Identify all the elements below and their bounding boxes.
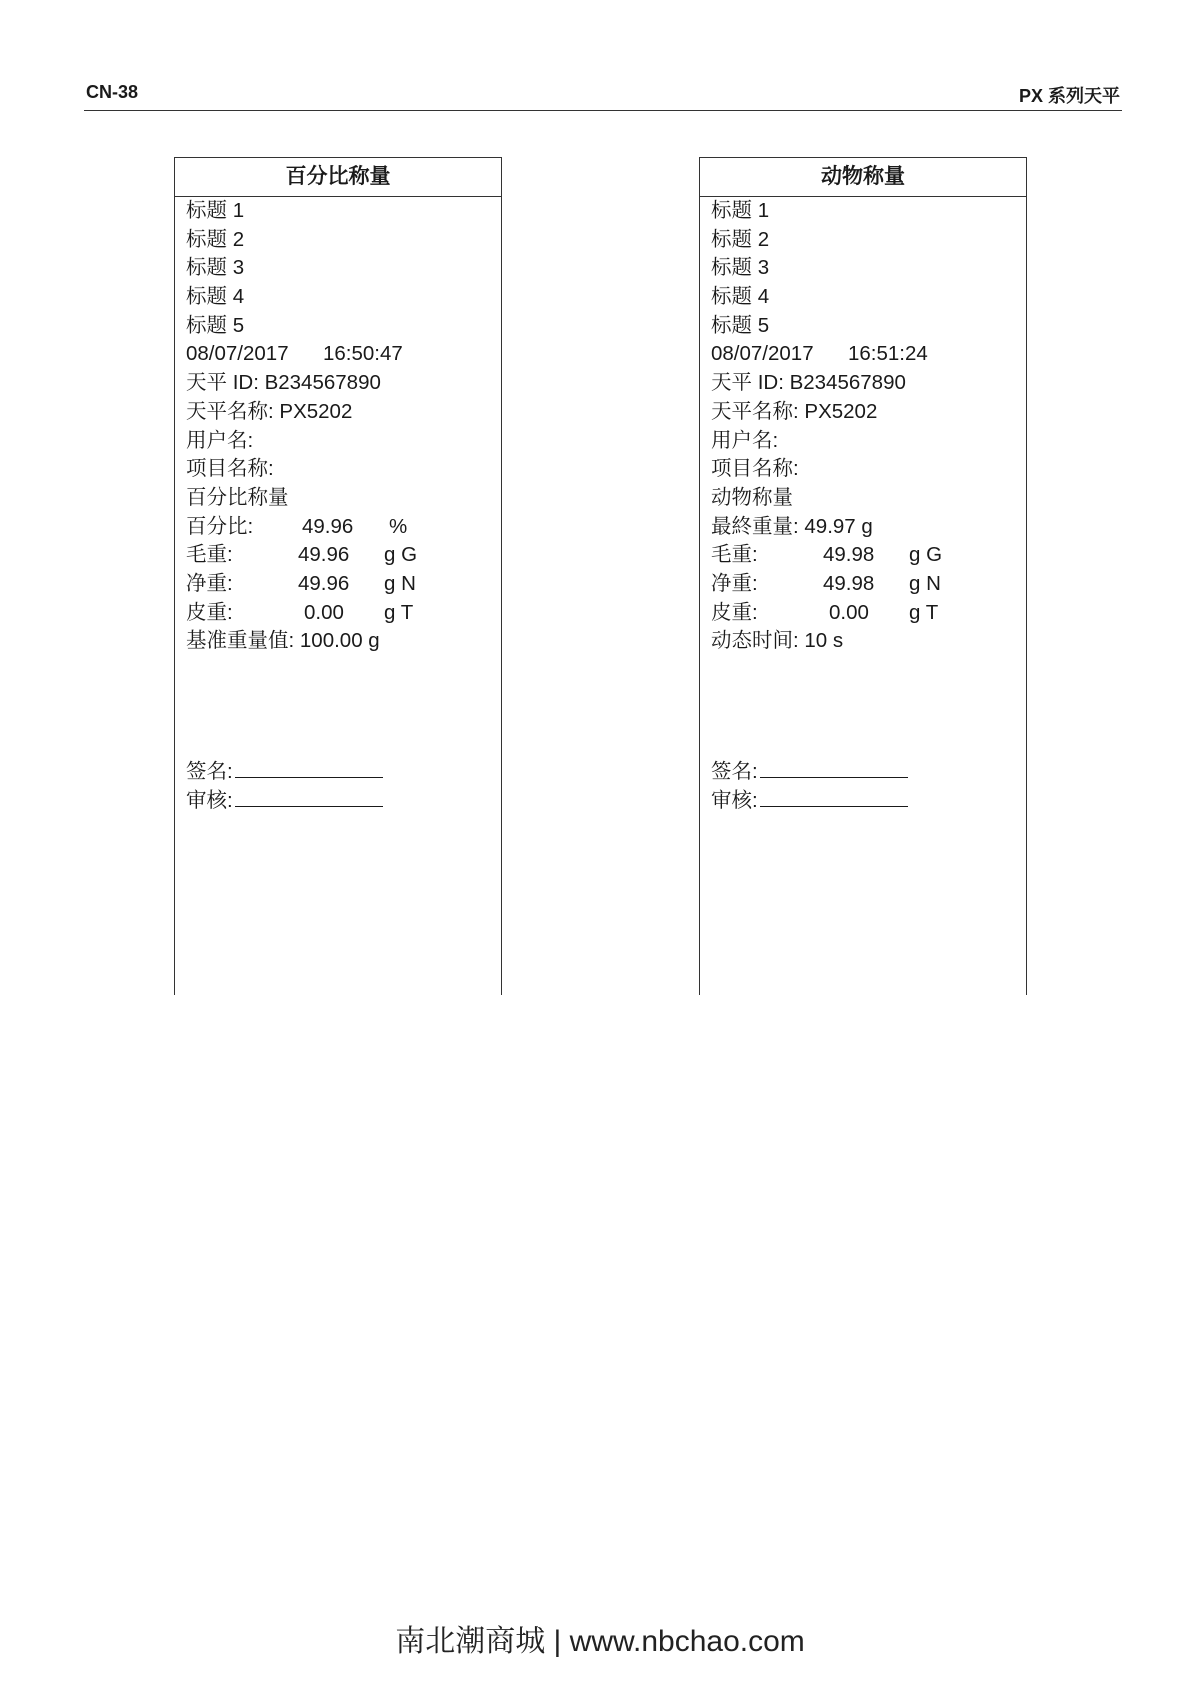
review-blank (235, 786, 383, 807)
page-code: CN-38 (86, 82, 139, 102)
review-line (711, 786, 1026, 815)
weight-line (186, 599, 501, 628)
weight-value: 0.00 (829, 600, 869, 624)
weight-unit: g G (384, 543, 418, 567)
series-title: PX 系列天平 (1018, 86, 1120, 106)
header-line: 标题 3 (711, 256, 770, 280)
date: 08/07/2017 (711, 342, 814, 366)
header-line: 标题 4 (186, 285, 245, 309)
weight-value: 0.00 (304, 600, 344, 624)
review-blank (760, 786, 908, 807)
header-line: 标题 5 (711, 313, 770, 337)
time: 16:50:47 (323, 342, 403, 366)
signature-blank (760, 757, 908, 778)
dynamic-time-line: 动态时间: 10 s (711, 629, 844, 653)
printout-percent-weighing (174, 157, 502, 995)
header-line: 标题 2 (186, 227, 245, 251)
weight-unit: g T (909, 600, 939, 624)
balance-id-line: 天平 ID: B234567890 (711, 371, 906, 395)
watermark-footer: 南北潮商城 | www.nbchao.com (395, 1625, 805, 1658)
header-line: 标题 1 (711, 199, 770, 222)
weight-label: 净重: (711, 571, 758, 595)
weight-unit: g T (384, 600, 414, 624)
header-line: 标题 4 (711, 285, 770, 309)
result-label: 百分比: (186, 514, 254, 538)
weight-line (186, 570, 501, 599)
datetime-line (186, 340, 501, 369)
review-line (186, 786, 501, 815)
weight-value: 49.98 (823, 571, 875, 595)
reference-weight-line: 基准重量值: 100.00 g (186, 629, 380, 653)
printout-body (700, 197, 1026, 814)
weight-line (711, 541, 1026, 570)
weight-label: 皮重: (186, 600, 233, 624)
header-line: 标题 1 (186, 199, 245, 222)
panel-title: 百分比称量 (175, 158, 501, 197)
project-name-line: 项目名称: (711, 457, 799, 481)
signature-blank (235, 757, 383, 778)
printout-animal-weighing (699, 157, 1027, 995)
weight-unit: g N (384, 571, 416, 595)
weight-label: 皮重: (711, 600, 758, 624)
time: 16:51:24 (848, 342, 928, 366)
printout-body (175, 197, 501, 814)
mode-line: 百分比称量 (186, 485, 289, 509)
final-weight-line: 最終重量: 49.97 g (711, 514, 873, 538)
weight-line (711, 599, 1026, 628)
result-value: 49.96 (302, 514, 354, 538)
balance-name-line: 天平名称: PX5202 (186, 399, 353, 423)
user-name-line: 用户名: (186, 428, 254, 452)
signature-line (186, 757, 501, 786)
header-line: 标题 2 (711, 227, 770, 251)
weight-label: 净重: (186, 571, 233, 595)
weight-value: 49.98 (823, 543, 875, 567)
mode-line: 动物称量 (711, 485, 793, 509)
result-unit: % (389, 514, 408, 538)
weight-label: 毛重: (186, 543, 233, 567)
review-label: 审核: (711, 788, 758, 812)
percent-line (186, 513, 501, 542)
user-name-line: 用户名: (711, 428, 779, 452)
balance-name-line: 天平名称: PX5202 (711, 399, 878, 423)
weight-line (711, 570, 1026, 599)
weight-unit: g N (909, 571, 941, 595)
project-name-line: 项目名称: (186, 457, 274, 481)
datetime-line (711, 340, 1026, 369)
header-line: 标题 3 (186, 256, 245, 280)
signature-line (711, 757, 1026, 786)
page-header (84, 80, 1122, 111)
signature-label: 签名: (186, 760, 233, 783)
signature-label: 签名: (711, 760, 758, 783)
header-line: 标题 5 (186, 313, 245, 337)
panel-title: 动物称量 (700, 158, 1026, 197)
date: 08/07/2017 (186, 342, 289, 366)
weight-unit: g G (909, 543, 943, 567)
weight-label: 毛重: (711, 543, 758, 567)
weight-value: 49.96 (298, 571, 350, 595)
review-label: 审核: (186, 788, 233, 812)
weight-line (186, 541, 501, 570)
balance-id-line: 天平 ID: B234567890 (186, 371, 381, 395)
weight-value: 49.96 (298, 543, 350, 567)
